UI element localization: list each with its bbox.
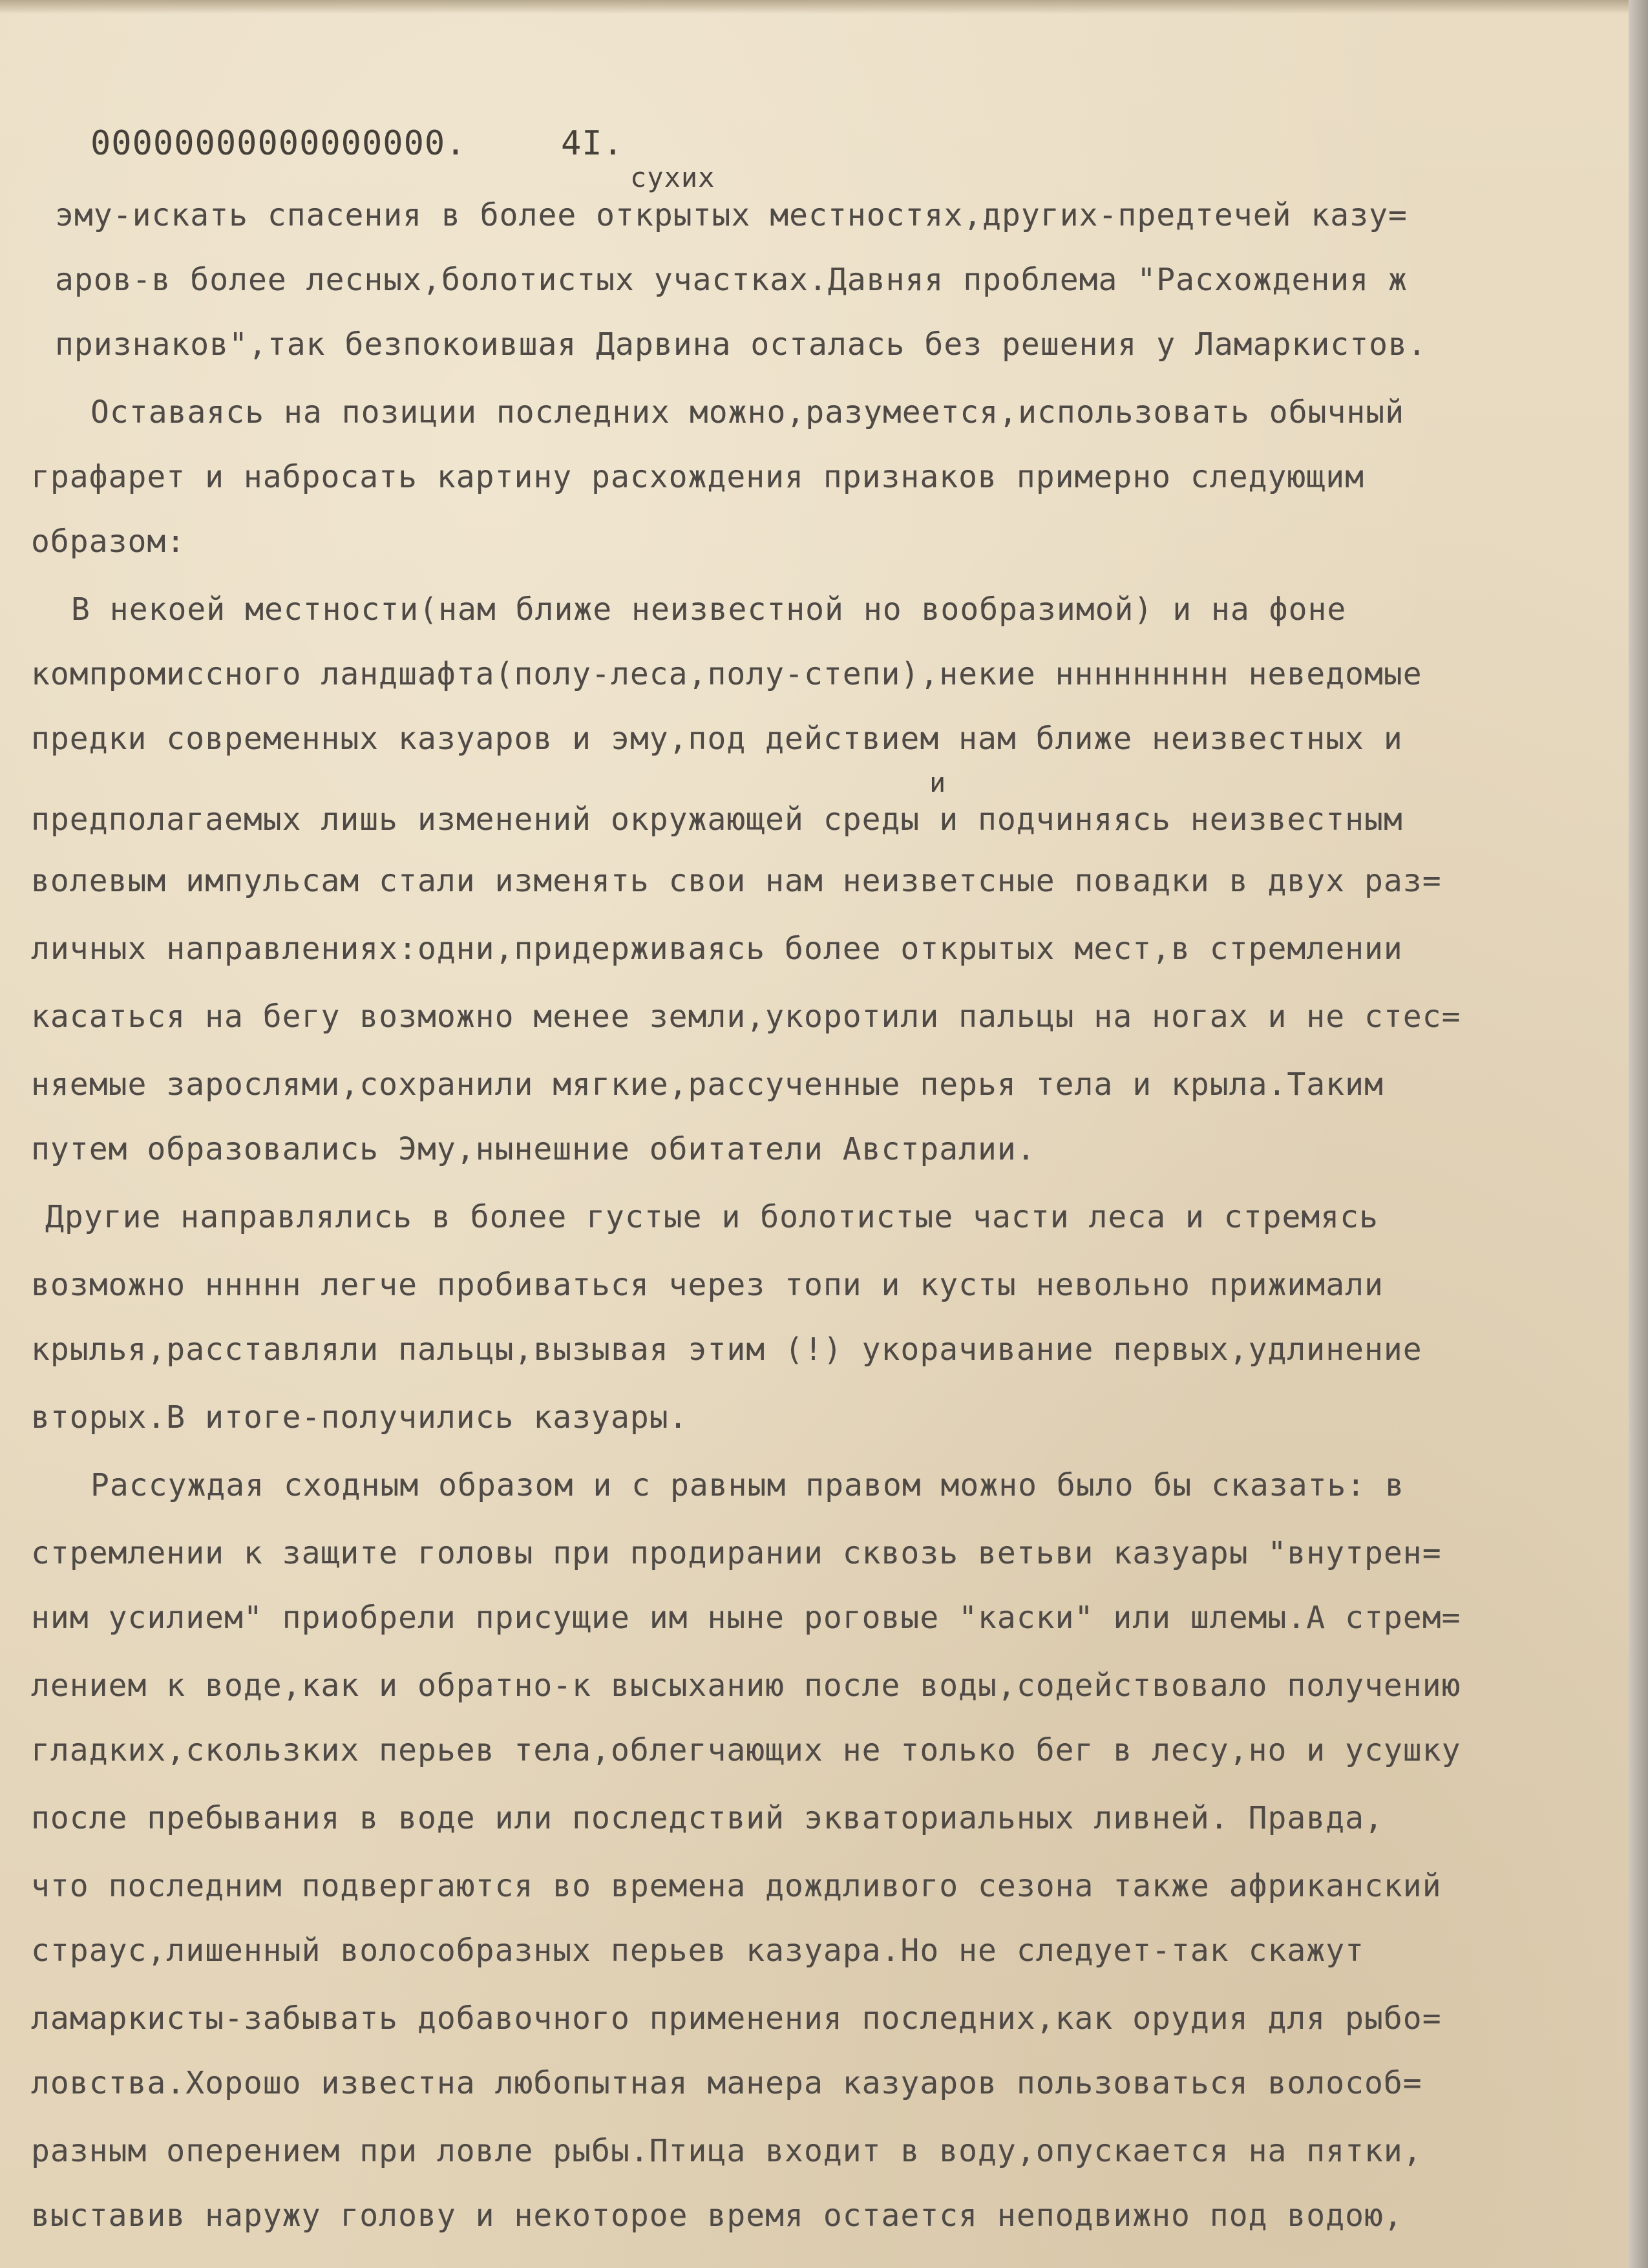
text-line-2: аров-в более лесных,болотистых участках.Давняя проблема "Расхождения ж <box>55 262 1408 298</box>
text-line-21: стремлении к защите головы при продирании сквозь ветьви казуары "внутрен= <box>31 1535 1442 1571</box>
text-line-4: Оставаясь на позиции последних можно,разумеется,использовать обычный <box>90 394 1405 430</box>
text-line-23: лением к воде,как и обратно-к высыханию после воды,содействовало получению <box>31 1668 1461 1704</box>
text-line-14: няемые зарослями,сохранили мягкие,рассученные перья тела и крыла.Таким <box>31 1066 1384 1103</box>
text-line-17: возможно ннннн легче пробиваться через топи и кусты невольно прижимали <box>31 1267 1384 1303</box>
text-line-13: касаться на бегу возможно менее земли,укоротили пальцы на ногах и не стес= <box>31 999 1461 1035</box>
header-code: 00000000000000000. <box>90 124 467 163</box>
text-line-31: выставив наружу голову и некоторое время остается неподвижно под водою, <box>31 2198 1403 2234</box>
text-line-9: предки современных казуаров и эму,под действием нам ближе неизвестных и <box>31 721 1403 757</box>
text-line-25: после пребывания в воде или последствий экваториальных ливней. Правда, <box>31 1800 1384 1836</box>
text-line-1: эму-искать спасения в более открытых местностях,других-предтечей казу= <box>55 197 1408 233</box>
text-line-5: графарет и набросать картину расхождения признаков примерно следующим <box>31 459 1364 495</box>
text-line-10: предполагаемых лишь изменений окружающей среды и подчиняясь неизвестным <box>31 801 1403 838</box>
text-line-27: страус,лишенный волособразных перьев казуара.Но не следует-так скажут <box>31 1933 1364 1969</box>
text-line-19: вторых.В итоге-получились казуары. <box>31 1399 688 1436</box>
text-line-11: волевым импульсам стали изменять свои нам неизветсные повадки в двух раз= <box>31 863 1442 899</box>
insertion-above-line-1: сухих <box>630 162 715 193</box>
text-line-18: крылья,расставляли пальцы,вызывая этим (!) укорачивание первых,удлинение <box>31 1331 1422 1368</box>
text-line-12: личных направлениях:одни,придерживаясь более открытых мест,в стремлении <box>31 931 1403 967</box>
text-line-22: ним усилием" приобрели присущие им ныне роговые "каски" или шлемы.А стрем= <box>31 1600 1461 1636</box>
page-number: 4I. <box>561 124 624 163</box>
text-line-6: образом: <box>31 524 186 560</box>
text-line-28: ламаркисты-забывать добавочного применения последних,как орудия для рыбо= <box>31 2000 1442 2037</box>
text-line-29: ловства.Хорошо известна любопытная манера казуаров пользоваться волособ= <box>31 2065 1422 2101</box>
paper-top-shadow <box>0 0 1629 14</box>
scan-background-strip <box>1629 0 1648 2268</box>
text-line-20: Рассуждая сходным образом и с равным правом можно было бы сказать: в <box>90 1467 1405 1503</box>
text-line-16: Другие направлялись в более густые и болотистые части леса и стремясь <box>45 1199 1379 1235</box>
text-line-7: В некоей местности(нам ближе неизвестной но вообразимой) и на фоне <box>71 591 1347 628</box>
text-line-15: путем образовались Эму,нынешние обитатели Австралии. <box>31 1131 1036 1167</box>
text-line-26: что последним подвергаются во времена дождливого сезона также африканский <box>31 1868 1442 1904</box>
text-line-30: разным оперением при ловле рыбы.Птица входит в воду,опускается на пятки, <box>31 2133 1422 2169</box>
text-line-24: гладких,скользких перьев тела,облегчающих не только бег в лесу,но и усушку <box>31 1732 1461 1768</box>
text-line-3: признаков",так безпокоившая Дарвина осталась без решения у Ламаркистов. <box>55 326 1427 363</box>
insertion-above-line-12: и <box>929 767 947 798</box>
text-line-8: компромиссного ландшафта(полу-леса,полу-степи),некие ннннннннн неведомые <box>31 656 1422 692</box>
